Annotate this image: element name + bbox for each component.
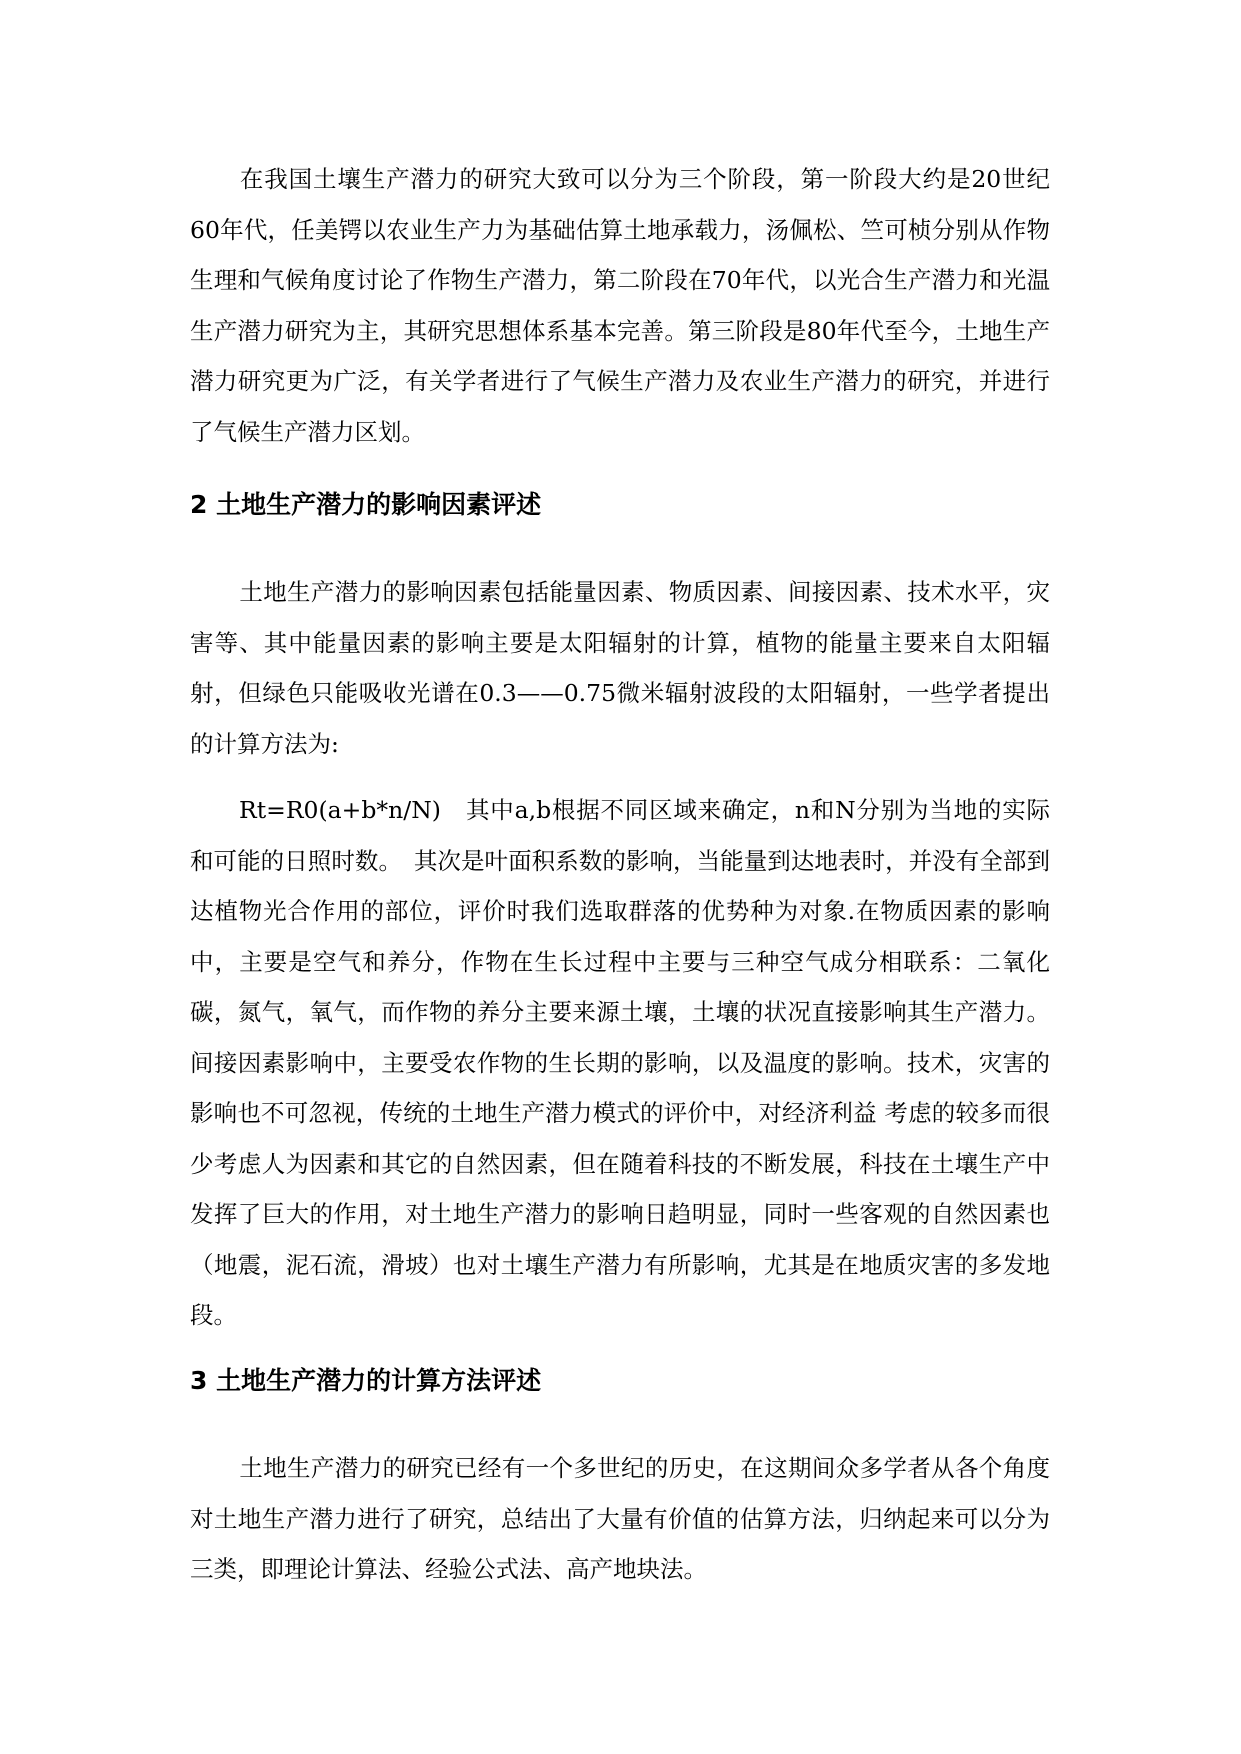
paragraph-research-stages — [190, 154, 1050, 457]
paragraph-2-text: 土地生产潜力的影响因素包括能量因素、物质因素、间接因素、技术水平，灾害等、其中能量因素的影响主要是太阳辐射的计算，植物的能量主要来自太阳辐射，但绿色只能吸收光谱在0.3——0.75微米辐射波段的太阳辐射，一些学者提出的计算方法为: — [190, 578, 1050, 758]
section-2-heading: 2 土地生产潜力的影响因素评述 — [190, 490, 542, 519]
paragraph-formula-explanation — [190, 785, 1050, 1341]
section-3-heading: 3 土地生产潜力的计算方法评述 — [190, 1366, 542, 1395]
paragraph-influencing-factors — [190, 567, 1050, 769]
paragraph-4-text: 土地生产潜力的研究已经有一个多世纪的历史，在这期间众多学者从各个角度对土地生产潜力进行了研究，总结出了大量有价值的估算方法，归纳起来可以分为三类，即理论计算法、经验公式法、高产地块法。 — [190, 1454, 1050, 1583]
paragraph-3-text: 其中a,b根据不同区域来确定，n和N分别为当地的实际和可能的日照时数。 其次是叶面积系数的影响，当能量到达地表时，并没有全部到达植物光合作用的部位，评价时我们选取群落的优势种为对象.在物质因素的影响中，主要是空气和养分，作物在生长过程中主要与三种空气成分相联系：二氧化碳，氮气，氧气，而作物的养分主要来源土壤，土壤的状况直接影响其生产潜力。间接因素影响中，主要受农作物的生长期的影响，以及温度的影响。技术，灾害的影响也不可忽视，传统的土地生产潜力模式的评价中，对经济利益 考虑的较多而很少考虑人为因素和其它的自然因素，但在随着科技的不断发展，科技在土壤生产中发挥了巨大的作用，对土地生产潜力的影响日趋明显，同时一些客观的自然因素也（地震，泥石流，滑坡）也对土壤生产潜力有所影响，尤其是在地质灾害的多发地段。 — [190, 796, 1050, 1329]
formula: Rt=R0(a+b*n/N) — [239, 796, 441, 824]
paragraph-1-text: 在我国土壤生产潜力的研究大致可以分为三个阶段，第一阶段大约是20世纪60年代，任美锷以农业生产力为基础估算土地承载力，汤佩松、竺可桢分别从作物生理和气候角度讨论了作物生产潜力，第二阶段在70年代，以光合生产潜力和光温生产潜力研究为主，其研究思想体系基本完善。第三阶段是80年代至今，土地生产潜力研究更为广泛，有关学者进行了气候生产潜力及农业生产潜力的研究，并进行了气候生产潜力区划。 — [190, 165, 1050, 446]
paragraph-calculation-methods — [190, 1443, 1050, 1595]
